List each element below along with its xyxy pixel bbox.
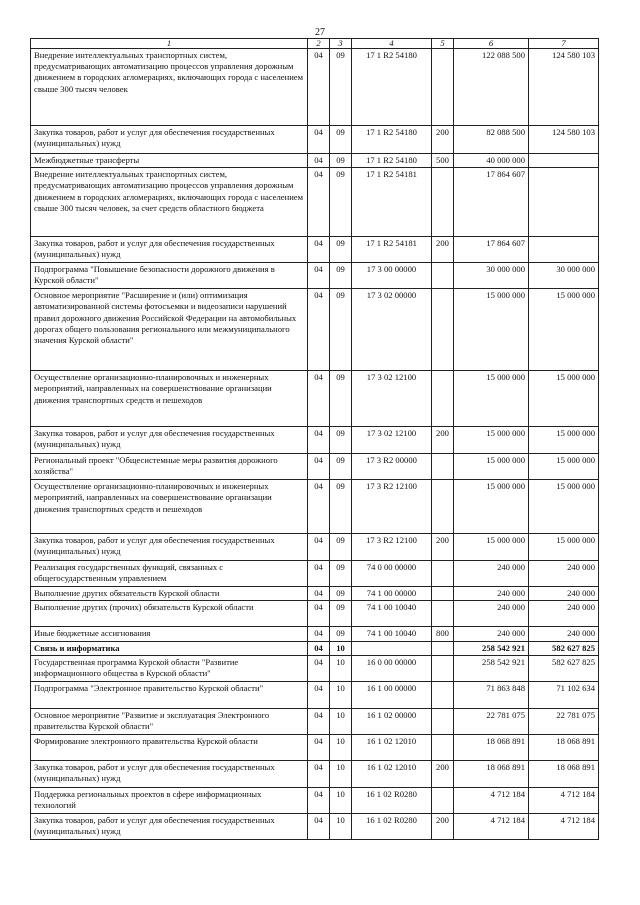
row-target-article: 17 3 02 12100 — [352, 427, 432, 454]
table-row — [31, 734, 599, 760]
row-section-code: 04 — [308, 154, 330, 168]
row-expense-type: 200 — [432, 237, 454, 263]
row-expense-type — [432, 587, 454, 601]
column-header: 7 — [529, 39, 599, 49]
row-amount-year2: 240 000 — [529, 627, 599, 641]
row-name-cell: Закупка товаров, работ и услуг для обеспечения государственных (муниципальных) нужд — [31, 760, 308, 787]
row-target-article — [352, 641, 432, 655]
row-subsection-code: 10 — [330, 760, 352, 787]
column-header: 4 — [352, 39, 432, 49]
row-name-cell: Выполнение других обязательств Курской области — [31, 587, 308, 601]
row-subsection-code: 10 — [330, 787, 352, 813]
row-amount-year1: 40 000 000 — [454, 154, 529, 168]
row-target-article: 17 3 R2 12100 — [352, 534, 432, 561]
row-section-code: 04 — [308, 601, 330, 627]
row-name-cell: Формирование электронного правительства Курской области — [31, 734, 308, 760]
row-amount-year2: 582 627 825 — [529, 641, 599, 655]
row-target-article: 74 1 00 10040 — [352, 601, 432, 627]
row-subsection-code: 09 — [330, 454, 352, 480]
row-name-cell: Подпрограмма "Электронное правительство Курской области" — [31, 681, 308, 708]
row-expense-type — [432, 289, 454, 371]
row-expense-type — [432, 168, 454, 237]
row-expense-type: 800 — [432, 627, 454, 641]
row-amount-year2: 15 000 000 — [529, 371, 599, 427]
row-section-code: 04 — [308, 641, 330, 655]
row-amount-year1: 15 000 000 — [454, 534, 529, 561]
row-amount-year2: 4 712 184 — [529, 787, 599, 813]
table-row — [31, 534, 599, 561]
row-target-article: 17 1 R2 54180 — [352, 49, 432, 126]
row-amount-year2 — [529, 237, 599, 263]
page-number: 27 — [315, 27, 325, 38]
row-target-article: 17 3 R2 00000 — [352, 454, 432, 480]
row-section-code: 04 — [308, 627, 330, 641]
row-amount-year2: 15 000 000 — [529, 427, 599, 454]
row-expense-type — [432, 49, 454, 126]
table-row — [31, 760, 599, 787]
row-target-article: 16 1 02 R0280 — [352, 787, 432, 813]
row-amount-year2: 4 712 184 — [529, 813, 599, 839]
row-target-article: 17 1 R2 54181 — [352, 168, 432, 237]
table-row — [31, 641, 599, 655]
row-amount-year2: 15 000 000 — [529, 534, 599, 561]
table-row — [31, 263, 599, 289]
row-section-code: 04 — [308, 534, 330, 561]
row-subsection-code: 09 — [330, 371, 352, 427]
row-target-article: 17 1 R2 54181 — [352, 237, 432, 263]
table-row — [31, 681, 599, 708]
row-target-article: 74 0 00 00000 — [352, 561, 432, 587]
row-section-code: 04 — [308, 49, 330, 126]
row-section-code: 04 — [308, 561, 330, 587]
row-amount-year1: 30 000 000 — [454, 263, 529, 289]
row-target-article: 16 1 02 12010 — [352, 734, 432, 760]
row-expense-type — [432, 480, 454, 534]
row-target-article: 74 1 00 10040 — [352, 627, 432, 641]
row-expense-type — [432, 561, 454, 587]
row-amount-year2 — [529, 154, 599, 168]
row-section-code: 04 — [308, 126, 330, 154]
row-amount-year2: 30 000 000 — [529, 263, 599, 289]
row-target-article: 74 1 00 00000 — [352, 587, 432, 601]
row-section-code: 04 — [308, 734, 330, 760]
row-name-cell: Связь и информатика — [31, 641, 308, 655]
row-section-code: 04 — [308, 237, 330, 263]
row-amount-year2: 240 000 — [529, 561, 599, 587]
row-subsection-code: 09 — [330, 154, 352, 168]
row-expense-type — [432, 787, 454, 813]
table-row — [31, 480, 599, 534]
column-header: 5 — [432, 39, 454, 49]
table-row — [31, 49, 599, 126]
row-section-code: 04 — [308, 813, 330, 839]
row-section-code: 04 — [308, 454, 330, 480]
column-header: 6 — [454, 39, 529, 49]
table-row — [31, 168, 599, 237]
row-name-cell: Закупка товаров, работ и услуг для обеспечения государственных (муниципальных) нужд — [31, 126, 308, 154]
row-name-cell: Выполнение других (прочих) обязательств Курской области — [31, 601, 308, 627]
row-section-code: 04 — [308, 708, 330, 734]
row-amount-year1: 82 088 500 — [454, 126, 529, 154]
row-subsection-code: 10 — [330, 734, 352, 760]
row-target-article: 16 1 02 R0280 — [352, 813, 432, 839]
row-name-cell: Поддержка региональных проектов в сфере информационных технологий — [31, 787, 308, 813]
row-target-article: 16 1 00 00000 — [352, 681, 432, 708]
column-header: 2 — [308, 39, 330, 49]
row-target-article: 17 3 02 12100 — [352, 371, 432, 427]
row-amount-year1: 258 542 921 — [454, 655, 529, 681]
row-name-cell: Межбюджетные трансферты — [31, 154, 308, 168]
row-amount-year2: 15 000 000 — [529, 289, 599, 371]
row-subsection-code: 09 — [330, 587, 352, 601]
row-amount-year1: 258 542 921 — [454, 641, 529, 655]
row-amount-year1: 240 000 — [454, 601, 529, 627]
row-amount-year2: 124 580 103 — [529, 49, 599, 126]
row-expense-type — [432, 371, 454, 427]
row-expense-type: 200 — [432, 760, 454, 787]
row-subsection-code: 09 — [330, 126, 352, 154]
row-amount-year1: 240 000 — [454, 561, 529, 587]
row-amount-year2 — [529, 168, 599, 237]
row-section-code: 04 — [308, 587, 330, 601]
row-amount-year1: 18 068 891 — [454, 760, 529, 787]
row-subsection-code: 09 — [330, 480, 352, 534]
row-amount-year2: 582 627 825 — [529, 655, 599, 681]
column-header: 1 — [31, 39, 308, 49]
row-subsection-code: 09 — [330, 49, 352, 126]
row-amount-year2: 240 000 — [529, 601, 599, 627]
row-target-article: 16 1 02 00000 — [352, 708, 432, 734]
table-row — [31, 708, 599, 734]
row-amount-year2: 124 580 103 — [529, 126, 599, 154]
row-amount-year2: 15 000 000 — [529, 480, 599, 534]
row-target-article: 16 0 00 00000 — [352, 655, 432, 681]
row-subsection-code: 10 — [330, 641, 352, 655]
row-expense-type: 500 — [432, 154, 454, 168]
row-subsection-code: 09 — [330, 237, 352, 263]
row-subsection-code: 09 — [330, 427, 352, 454]
row-target-article: 16 1 02 12010 — [352, 760, 432, 787]
row-amount-year1: 71 863 848 — [454, 681, 529, 708]
table-row — [31, 237, 599, 263]
budget-table — [30, 38, 599, 840]
row-name-cell: Закупка товаров, работ и услуг для обеспечения государственных (муниципальных) нужд — [31, 813, 308, 839]
row-subsection-code: 09 — [330, 534, 352, 561]
row-amount-year1: 15 000 000 — [454, 480, 529, 534]
row-expense-type — [432, 263, 454, 289]
row-subsection-code: 09 — [330, 561, 352, 587]
row-amount-year1: 15 000 000 — [454, 427, 529, 454]
table-row — [31, 787, 599, 813]
row-target-article: 17 1 R2 54180 — [352, 126, 432, 154]
row-section-code: 04 — [308, 289, 330, 371]
row-section-code: 04 — [308, 263, 330, 289]
row-amount-year1: 15 000 000 — [454, 289, 529, 371]
row-amount-year1: 15 000 000 — [454, 371, 529, 427]
row-amount-year2: 71 102 634 — [529, 681, 599, 708]
table-row — [31, 154, 599, 168]
row-target-article: 17 3 R2 12100 — [352, 480, 432, 534]
row-expense-type: 200 — [432, 427, 454, 454]
row-name-cell: Основное мероприятие "Расширение и (или) оптимизация автоматизированной системы фотосъемки и видеозаписи нарушений правил дорожного движения Российской Федерации на автомобильных дорогах общего пользования регионального или межмуниципального значения Курской области" — [31, 289, 308, 371]
row-expense-type — [432, 655, 454, 681]
row-subsection-code: 10 — [330, 708, 352, 734]
table-row — [31, 587, 599, 601]
table-row — [31, 655, 599, 681]
row-expense-type — [432, 641, 454, 655]
row-section-code: 04 — [308, 787, 330, 813]
table-row — [31, 601, 599, 627]
row-expense-type — [432, 601, 454, 627]
row-amount-year2: 240 000 — [529, 587, 599, 601]
header-row — [31, 39, 599, 49]
row-subsection-code: 09 — [330, 168, 352, 237]
row-amount-year1: 18 068 891 — [454, 734, 529, 760]
table-row — [31, 627, 599, 641]
row-subsection-code: 09 — [330, 627, 352, 641]
row-name-cell: Осуществление организационно-планировочных и инженерных мероприятий, направленных на совершенствование организации движения транспортных средств и пешеходов — [31, 480, 308, 534]
row-name-cell: Осуществление организационно-планировочных и инженерных мероприятий, направленных на совершенствование организации движения транспортных средств и пешеходов — [31, 371, 308, 427]
table-row — [31, 371, 599, 427]
row-amount-year1: 122 088 500 — [454, 49, 529, 126]
row-name-cell: Внедрение интеллектуальных транспортных систем, предусматривающих автоматизацию процессов управления дорожным движением в городских агломерациях, включающих города с населением свыше 300 тысяч человек — [31, 49, 308, 126]
row-amount-year1: 240 000 — [454, 587, 529, 601]
row-amount-year1: 240 000 — [454, 627, 529, 641]
row-expense-type: 200 — [432, 534, 454, 561]
row-section-code: 04 — [308, 480, 330, 534]
row-name-cell: Региональный проект "Общесистемные меры развития дорожного хозяйства" — [31, 454, 308, 480]
table-row — [31, 427, 599, 454]
row-name-cell: Закупка товаров, работ и услуг для обеспечения государственных (муниципальных) нужд — [31, 534, 308, 561]
row-section-code: 04 — [308, 371, 330, 427]
row-expense-type — [432, 454, 454, 480]
row-amount-year2: 22 781 075 — [529, 708, 599, 734]
table-row — [31, 289, 599, 371]
row-amount-year2: 15 000 000 — [529, 454, 599, 480]
row-amount-year1: 4 712 184 — [454, 813, 529, 839]
row-target-article: 17 3 00 00000 — [352, 263, 432, 289]
table-row — [31, 561, 599, 587]
row-section-code: 04 — [308, 427, 330, 454]
row-amount-year1: 22 781 075 — [454, 708, 529, 734]
row-expense-type — [432, 681, 454, 708]
row-target-article: 17 3 02 00000 — [352, 289, 432, 371]
row-expense-type: 200 — [432, 813, 454, 839]
row-expense-type — [432, 734, 454, 760]
row-name-cell: Закупка товаров, работ и услуг для обеспечения государственных (муниципальных) нужд — [31, 427, 308, 454]
row-name-cell: Государственная программа Курской области "Развитие информационного общества в Курской области" — [31, 655, 308, 681]
row-section-code: 04 — [308, 760, 330, 787]
row-name-cell: Иные бюджетные ассигнования — [31, 627, 308, 641]
row-name-cell: Основное мероприятие "Развитие и эксплуатация Электронного правительства Курской области" — [31, 708, 308, 734]
row-subsection-code: 10 — [330, 655, 352, 681]
row-name-cell: Подпрограмма "Повышение безопасности дорожного движения в Курской области" — [31, 263, 308, 289]
row-amount-year1: 15 000 000 — [454, 454, 529, 480]
row-amount-year1: 4 712 184 — [454, 787, 529, 813]
row-subsection-code: 09 — [330, 289, 352, 371]
row-section-code: 04 — [308, 168, 330, 237]
row-amount-year2: 18 068 891 — [529, 734, 599, 760]
table-row — [31, 813, 599, 839]
row-section-code: 04 — [308, 681, 330, 708]
row-amount-year1: 17 864 607 — [454, 168, 529, 237]
table-row — [31, 454, 599, 480]
row-amount-year2: 18 068 891 — [529, 760, 599, 787]
row-amount-year1: 17 864 607 — [454, 237, 529, 263]
row-expense-type: 200 — [432, 126, 454, 154]
column-header: 3 — [330, 39, 352, 49]
table-row — [31, 126, 599, 154]
row-subsection-code: 10 — [330, 813, 352, 839]
row-subsection-code: 09 — [330, 601, 352, 627]
row-subsection-code: 09 — [330, 263, 352, 289]
row-target-article: 17 1 R2 54180 — [352, 154, 432, 168]
row-section-code: 04 — [308, 655, 330, 681]
row-expense-type — [432, 708, 454, 734]
row-name-cell: Реализация государственных функций, связанных с общегосударственным управлением — [31, 561, 308, 587]
row-name-cell: Закупка товаров, работ и услуг для обеспечения государственных (муниципальных) нужд — [31, 237, 308, 263]
row-name-cell: Внедрение интеллектуальных транспортных систем, предусматривающих автоматизацию процессов управления дорожным движением в городских агломерациях, включающих города с населением свыше 300 тысяч человек, за счет средств областного бюджета — [31, 168, 308, 237]
row-subsection-code: 10 — [330, 681, 352, 708]
